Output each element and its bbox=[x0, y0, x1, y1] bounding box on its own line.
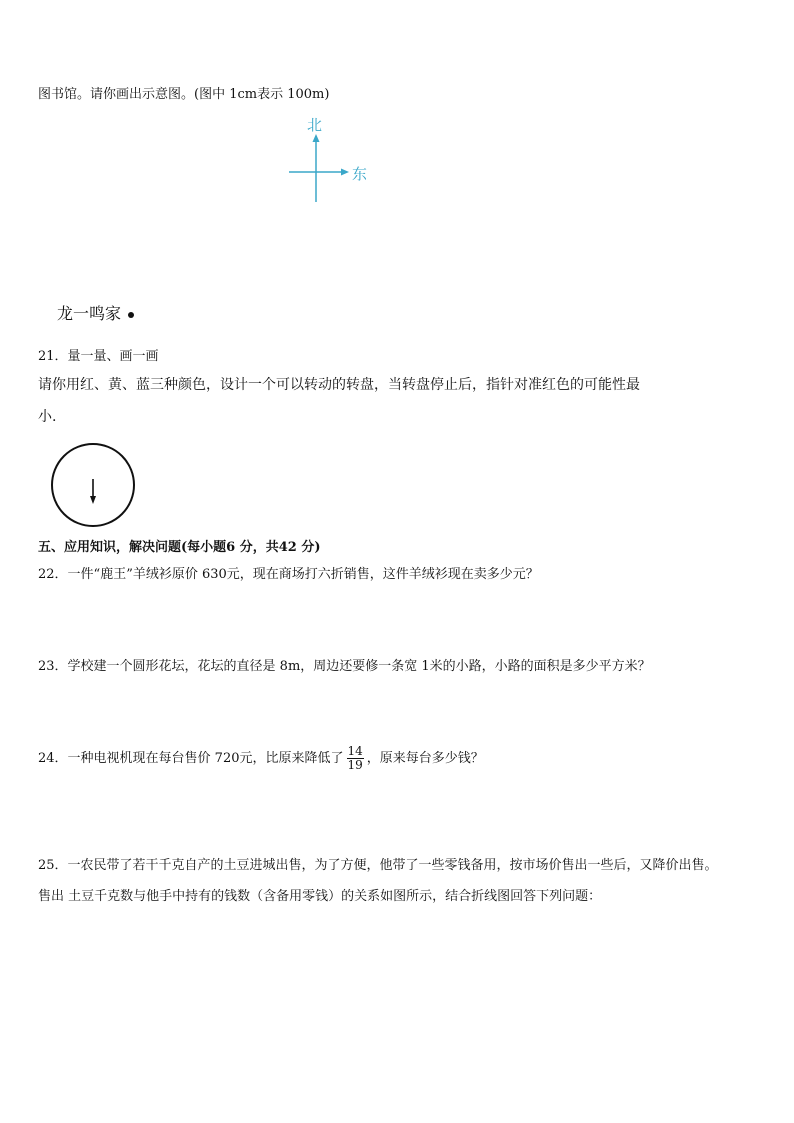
q24-before: 24．一种电视机现在每台售价 720元，比原来降低了 bbox=[38, 751, 344, 766]
q23-text: 23．学校建一个圆形花坛，花坛的直径是 8m，周边还要修一条宽 1米的小路，小路的面积是多少平方米？ bbox=[38, 659, 651, 674]
fraction-numerator: 14 bbox=[347, 744, 363, 758]
home-location bbox=[57, 301, 134, 324]
north-arrow-head bbox=[313, 134, 320, 142]
spinner-diagram bbox=[50, 442, 138, 534]
q21-title: 21．量一量、画一画 bbox=[38, 349, 159, 364]
east-arrow-head bbox=[341, 169, 349, 176]
q24-text bbox=[38, 745, 484, 772]
fraction-denominator: 19 bbox=[347, 758, 363, 772]
section5-heading: 五、应用知识，解决问题(每小题6 分，共42 分) bbox=[38, 540, 321, 555]
q22-text: 22．一件“鹿王”羊绒衫原价 630元，现在商场打六折销售，这件羊绒衫现在卖多少元？ bbox=[38, 567, 539, 582]
q24-after: ，原来每台多少钱？ bbox=[366, 751, 484, 766]
compass-diagram bbox=[285, 112, 375, 207]
home-dot-icon bbox=[128, 312, 134, 318]
q25-line2: 售出 土豆千克数与他手中持有的钱数（含备用零钱）的关系如图所示，结合折线图回答下列问题： bbox=[38, 889, 602, 904]
spinner-circle bbox=[50, 442, 138, 530]
compass-arrows bbox=[285, 112, 375, 207]
q21-text-line2: 小. bbox=[38, 409, 57, 425]
q24-fraction bbox=[347, 745, 364, 772]
pointer-arrow-head bbox=[90, 496, 96, 504]
q25-line1: 25．一农民带了若干千克自产的土豆进城出售，为了方便，他带了一些零钱备用，按市场价售出一些后，又降价出售。 bbox=[38, 858, 718, 873]
home-label: 龙一鸣家 bbox=[57, 304, 122, 323]
q21-text-line1: 请你用红、黄、蓝三种颜色，设计一个可以转动的转盘，当转盘停止后，指针对准红色的可能性最 bbox=[38, 377, 640, 393]
east-label: 东 bbox=[352, 165, 368, 183]
north-label: 北 bbox=[307, 116, 323, 134]
intro-line: 图书馆。请你画出示意图。(图中 1cm表示 100m) bbox=[38, 87, 330, 102]
